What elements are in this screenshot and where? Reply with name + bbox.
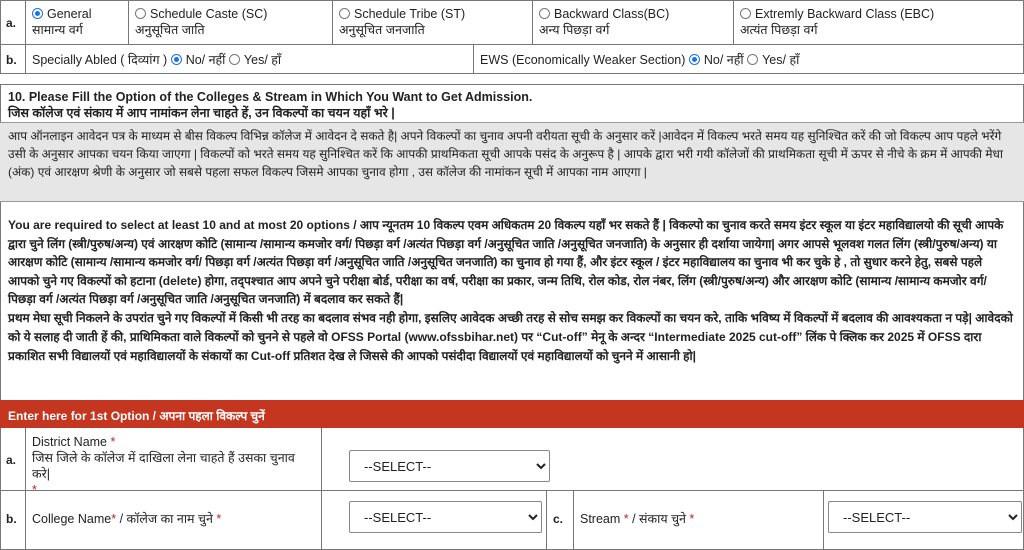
required-mark: *	[111, 512, 117, 526]
specially-abled-cell	[25, 45, 473, 73]
category-bc[interactable]	[532, 1, 733, 44]
district-select-cell	[321, 428, 1024, 490]
option-label-hi: सामान्य वर्ग	[32, 23, 83, 37]
section-10-title	[0, 89, 1024, 121]
option-label: Schedule Tribe (ST)	[354, 7, 466, 21]
radio-abled-yes[interactable]	[229, 54, 240, 65]
row-label: b.	[6, 512, 17, 526]
radio-st[interactable]	[339, 8, 350, 19]
option-label: Schedule Caste (SC)	[150, 7, 268, 21]
required-mark: *	[216, 512, 222, 526]
radio-ews-no[interactable]	[689, 54, 700, 65]
priority-note: आप ऑनलाइन आवेदन पत्र के माध्यम से बीस विकल्प विभिन्न कॉलेज में आवेदन दे सकते है| अपने विकल्पों का चुनाव अपनी वरीयता सूची के अनुसार करें |आवेदन में विकल्प भरते समय यह सुनिश्चित करें की जो विकल्प आप पहले भरेंगे उसी के अनुसार आपका चयन किया जाएगा | विकल्पों को भरते समय यह सुनिश्चित करें कि आपकी प्राथमिकता सूची आपके पसंद के अनुरूप है | आपके द्वारा भरी गयी कॉलेजों की प्राथमिकता सूची में ऊपर से नीचे के क्रम में आपकी मेधा (अंक) एवं आरक्षण श्रेणी के अनुसार जो सबसे पहला सफल विकल्प जिसमे आपका चुनाव होगा , उस कॉलेज की नामांकन सूची में आपका नाम आएगा |	[0, 122, 1024, 202]
college-select[interactable]	[349, 501, 542, 533]
specially-abled-label: Specially Abled ( दिव्यांग )	[32, 53, 168, 67]
district-row	[0, 428, 1024, 497]
stream-hi: / संकाय चुने	[628, 512, 690, 526]
option-label-hi: अत्यंत पिछड़ा वर्ग	[740, 23, 818, 37]
required-mark: *	[623, 512, 629, 526]
district-select[interactable]	[349, 450, 550, 482]
no-label: No/ नहीं	[185, 53, 226, 67]
college-label	[25, 491, 321, 549]
category-row	[0, 0, 1024, 45]
no-label: No/ नहीं	[703, 53, 744, 67]
radio-ebc[interactable]	[740, 8, 751, 19]
district-label	[25, 428, 321, 497]
ews-label: EWS (Economically Weaker Section)	[480, 53, 686, 67]
category-ebc[interactable]	[733, 1, 1024, 44]
option-label: Backward Class(BC)	[554, 7, 670, 21]
radio-bc[interactable]	[539, 8, 550, 19]
radio-ews-yes[interactable]	[747, 54, 758, 65]
category-st[interactable]	[332, 1, 532, 44]
radio-general[interactable]	[32, 8, 43, 19]
required-mark: *	[32, 483, 37, 497]
row-label: c.	[546, 491, 573, 549]
required-options-note: You are required to select at least 10 and at most 20 options / आप न्यूनतम 10 विकल्प एवम अधिकतम 20 विकल्प यहाँ भर सकते हैं | विकल्पो का चुनाव करते समय इंटर स्कूल या इंटर महाविद्यालयो की सूची आपके द्वारा चुने लिंग (स्त्री/पुरुष/अन्य) एवं आरक्षण कोटि (सामान्य /सामान्य कमजोर वर्ग/ पिछड़ा वर्ग /अत्यंत पिछड़ा वर्ग /अनुसूचित जाति /अनुसूचित जनजाति) के अनुसार ही दर्शाया जायेगा| अगर आपसे भूलवश गलत लिंग (स्त्री/पुरुष/अन्य) या आरक्षण कोटि (सामान्य /सामान्य कमजोर वर्ग/ पिछड़ा वर्ग /अत्यंत पिछड़ा वर्ग /अनुसूचित जाति /अनुसूचित जनजाति) का चुनाव हो गया हैं, और इंटर स्कूल / इंटर महाविद्यालय का चुनाव भी कर चुके हे , तो सुधार करने हेतु, सबसे पहले आपको चुने गए विकल्पों को हटाना (delete) होगा, तद्पश्चात आप अपने चुने परीक्षा बोर्ड, परीक्षा का वर्ष, परीक्षा का प्रकार, जन्म तिथि, रोल कोड, रोल नंबर, लिंग (स्त्री/पुरुष/अन्य) और आरक्षण कोटि (सामान्य /सामान्य कमजोर वर्ग/ पिछड़ा वर्ग /अत्यंत पिछड़ा वर्ग /अनुसूचित जाति /अनुसूचित जनजाति) में बदलाव कर सकते हैं|	[8, 218, 1004, 306]
college-stream-row	[0, 490, 1024, 550]
stream-en: Stream	[580, 512, 624, 526]
merit-list-note: प्रथम मेघा सूची निकलने के उपरांत चुने गए विकल्पों में किसी भी तरह का बदलाव संभव नही होगा, इसलिए आवेदक अच्छी तरह से सोच समझ कर विकल्पों का चयन करे, ताकि भविष्य में विकल्पों में बदलाव की आवश्यकता न पड़े| आवेदको को ये सलाह दी जाती हें की, प्राथिमिकता वाले विकल्पों को चुनने से पहले वो OFSS Portal (www.ofssbihar.net) पर “Cut-off” मेनू के अन्दर “Intermediate 2025 cut-off” लिंक पे क्लिक कर 2025 में OFSS दारा प्रकाशित सभी विद्यालयों एवं महाविद्यालयों के संकायों का Cut-off प्रतिशत देख ले जिससे की आपको पसंदीदा विद्यालयों एवं महाविद्यालयों को चुनने में आसानी हो|	[8, 311, 1013, 363]
row-label: a.	[6, 453, 17, 467]
college-hi: / कॉलेज का नाम चुने	[116, 512, 217, 526]
option-label: General	[47, 7, 92, 21]
college-select-cell	[321, 491, 546, 549]
option-label-hi: अनुसूचित जनजाति	[339, 23, 425, 37]
category-sc[interactable]	[128, 1, 332, 44]
radio-abled-no[interactable]	[171, 54, 182, 65]
radio-sc[interactable]	[135, 8, 146, 19]
district-hi: जिस जिले के कॉलेज में दाखिला लेना चाहते हैं उसका चुनाव करे|	[32, 451, 295, 481]
required-mark: *	[110, 435, 116, 449]
district-en: District Name	[32, 435, 108, 449]
title-hi: जिस कॉलेज एवं संकाय में आप नामांकन लेना चाहते हें, उन विकल्पों का चयन यहाँ भरे |	[8, 106, 395, 120]
option-label-hi: अन्य पिछड़ा वर्ग	[539, 23, 610, 37]
option-label-hi: अनुसूचित जाति	[135, 23, 205, 37]
yes-label: Yes/ हाँ	[762, 53, 800, 67]
category-general[interactable]	[25, 1, 128, 44]
row-label: a.	[6, 16, 17, 30]
option-label: Extremly Backward Class (EBC)	[755, 7, 935, 21]
abled-row	[0, 44, 1024, 74]
option-1-header: Enter here for 1st Option / अपना पहला विकल्प चुनें	[0, 400, 1024, 428]
required-mark: *	[689, 512, 695, 526]
stream-label	[573, 491, 823, 549]
title-en: 10. Please Fill the Option of the Colleges & Stream in Which You Want to Get Admission.	[8, 90, 533, 104]
college-en: College Name	[32, 512, 112, 526]
stream-select-cell	[823, 491, 1024, 549]
stream-select[interactable]	[828, 501, 1022, 533]
row-label: b.	[6, 53, 17, 67]
ews-cell	[473, 45, 1024, 73]
yes-label: Yes/ हाँ	[243, 53, 282, 67]
